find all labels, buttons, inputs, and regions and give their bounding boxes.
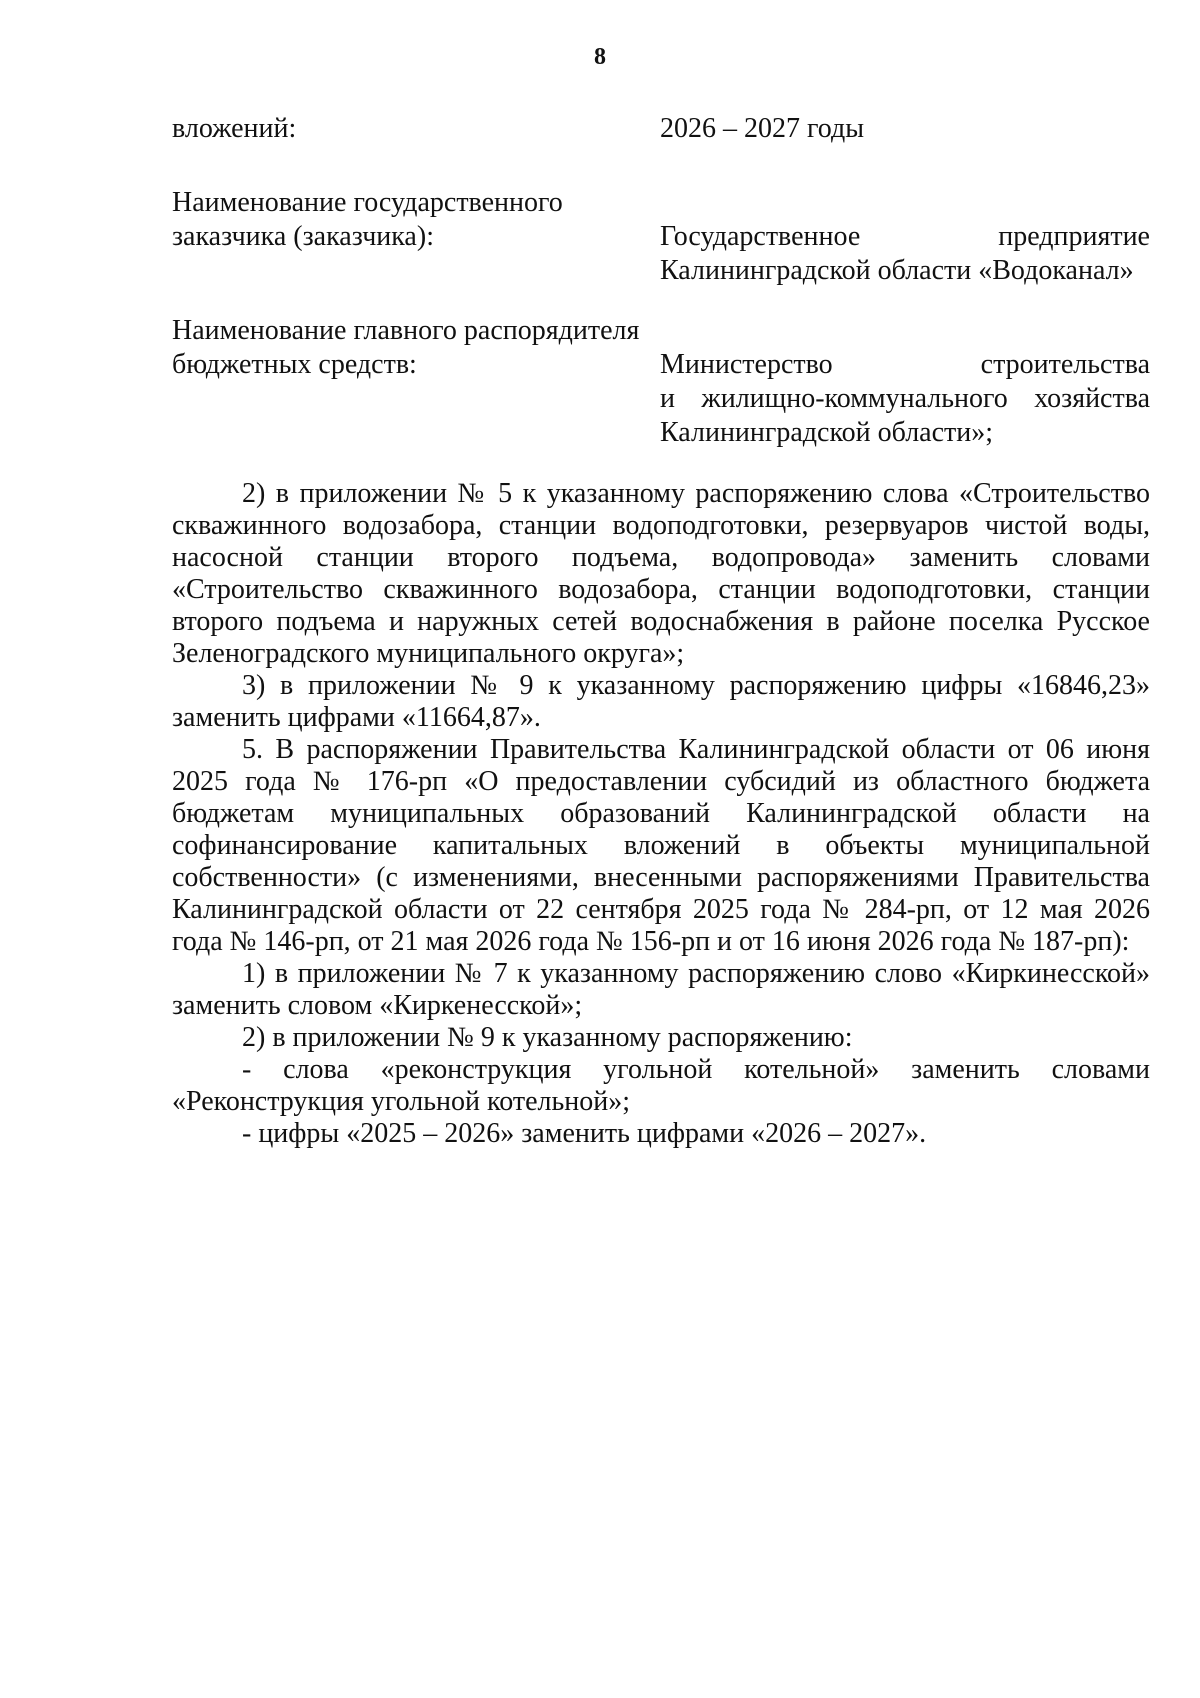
investment-period-row [172,112,1150,148]
customer-label-line1: Наименование государственного [172,187,563,218]
customer-value-line1-right: предприятие [998,221,1150,252]
amendments-text [172,478,1150,1150]
customer-row [172,186,1150,286]
customer-value-line2: Калининградской области «Водоканал» [660,255,1134,286]
budget-manager-label-line1: Наименование главного распорядителя [172,315,640,346]
customer-value-line1-left: Государственное [660,221,861,252]
paragraph-section-5-item-1: 1) в приложении № 7 к указанному распоряжению слово «Киркинесской» заменить словом «Киркенесской»; [172,958,1150,1021]
paragraph-item-3: 3) в приложении № 9 к указанному распоряжению цифры «16846,23» заменить цифрами «11664,87». [172,670,1150,733]
budget-manager-row [172,314,1150,454]
budget-manager-value-line1 [660,348,1150,382]
paragraph-section-5-item-2a: - слова «реконструкция угольной котельной» заменить словами «Реконструкция угольной котельной»; [172,1054,1150,1117]
paragraph-section-5-item-2b: - цифры «2025 – 2026» заменить цифрами «2026 – 2027». [242,1118,927,1149]
budget-manager-value-line1-left: Министерство [660,349,833,380]
paragraph-item-2: 2) в приложении № 5 к указанному распоряжению слова «Строительство скважинного водозабора, станции водоподготовки, резервуаров чистой воды, насосной станции второго подъема, водопровода» заменить словами «Строительство скважинного водозабора, станции водоподготовки, станции второго подъема и наружных сетей водоснабжения в районе поселка Русское Зеленоградского муниципального округа»; [172,478,1150,669]
investment-period-label: вложений: [172,113,297,144]
budget-manager-value-line2: и жилищно-коммунального хозяйства [660,383,1150,414]
budget-manager-value-line3: Калининградской области»; [660,417,994,448]
page-number: 8 [594,44,606,70]
customer-value-line1 [660,220,1150,254]
budget-manager-value-line1-right: строительства [980,349,1150,380]
investment-period-value: 2026 – 2027 годы [660,113,865,144]
customer-label-line2: заказчика (заказчика): [172,221,434,252]
paragraph-section-5: 5. В распоряжении Правительства Калининградской области от 06 июня 2025 года № 176-рп «О предоставлении субсидий из областного бюджета бюджетам муниципальных образований Калининградской области на софинансирование капитальных вложений в объекты муниципальной собственности» (с изменениями, внесенными распоряжениями Правительства Калининградской области от 22 сентября 2025 года № 284-рп, от 12 мая 2026 года № 146-рп, от 21 мая 2026 года № 156-рп и от 16 июня 2026 года № 187-рп): [172,734,1150,957]
paragraph-section-5-item-2: 2) в приложении № 9 к указанному распоряжению: [242,1022,853,1053]
budget-manager-label-line2: бюджетных средств: [172,349,417,380]
